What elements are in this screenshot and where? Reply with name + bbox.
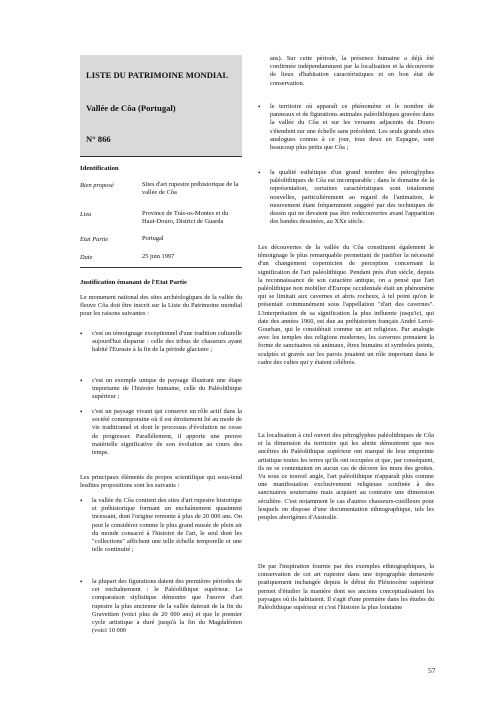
id-value-property: Sites d'art rupestre préhistorique de la vallée de Côa [142, 181, 239, 197]
justification-bullet: c'est un exemple unique de paysage illustrant une étape importante de l'histoire humaine, celle du Paléolithique supérieur ; [92, 377, 242, 401]
justification-intro: Le monument national des sites archéologiques de la vallée du fleuve Côa doit être inscrit sur la Liste du Patrimoine mondial pour les raisons suivantes : [80, 294, 242, 318]
bullet-icon: • [80, 377, 83, 385]
list-title: LISTE DU PATRIMOINE MONDIAL [86, 70, 229, 80]
identification-heading: Identification [80, 165, 119, 172]
site-number: N° 866 [86, 134, 111, 144]
bullet-icon: • [80, 578, 83, 586]
id-label-date: Date [80, 254, 93, 261]
bullet-icon: • [80, 408, 83, 416]
page-number: 57 [428, 666, 436, 675]
divider [80, 267, 242, 268]
bullet-icon: • [80, 330, 83, 338]
id-value-location: Province de Trás-os-Montes et du Haut-Douro, District de Guarda [142, 210, 229, 226]
id-value-date: 25 juin 1997 [142, 253, 175, 260]
continued-text: ans). Sur cette période, la présence humaine a déjà été confirmée indépendamment par la localisation et la découverte de lieux d'habitation caractéristiques et en bon état de conservation. [270, 55, 434, 87]
title-box [80, 55, 242, 157]
justification-heading: Justification émanant de l'Etat Partie [80, 279, 187, 286]
paragraph: De par l'inspiration fournie par des exemples ethnographiques, la conservation de cet art rupestre dans une topographie demeurée pratiquement inchangée depuis le début du Pléistocène supérieur permet d'étudier la manière dont ses anciens conceptualisaient les paysages où ils habitaient. Il s'agit d'une première dans les études du Paléolithique supérieur et c'est l'histoire la plus lointaine [258, 563, 434, 612]
justification-bullet: la vallée du Côa contient des sites d'art rupestre historique et préhistorique formant un enchaînement quasiment incessant, dont l'origine remonte à plus de 20 000 ans. On peut le considérer comme le plus grand musée de plein air du monde consacré à l'histoire de l'art, le seul dont les "collections" affichent une telle échelle temporelle et une telle continuité ; [92, 497, 242, 554]
divider [80, 156, 242, 157]
right-bullet: la qualité esthétique d'un grand nombre des pétroglyphes paléolithiques de Côa est incomparable ; dans le domaine de la représentation, certaines caractéristiques sont totalement nouvelles, particulièrement au regard de l'animation, le mouvement étant fréquemment suggéré par des techniques de dessin qui ne devaient pas être redécouvertes avant l'apparition des bandes dessinées, au XXe siècle. [270, 169, 434, 226]
id-label-property: Bien proposé [80, 182, 114, 189]
justification-bullet: la plupart des figurations datent des premières périodes de cet enchaînement : le Paléolithique supérieur. La comparaison stylistique démontre que l'œuvre d'art rupestre la plus ancienne de la vallée daterait de la fin du Gravettien (voici plus de 20 000 ans) et que le premier cycle artistique a duré jusqu'à la fin du Magdalénien (voici 10 000 [92, 578, 242, 635]
bullet-icon: • [258, 103, 261, 111]
bullet-icon: • [80, 497, 83, 505]
paragraph: La localisation à ciel ouvert des pétroglyphes paléolithiques de Côa et la dimension du territoire qui les abrite démontrent que nos ancêtres du Paléolithique supérieur ont marqué de leur empreinte artistique toutes les terres qu'ils ont occupées et que, par conséquent, ils ne se contentaient en aucun cas de décorer les murs des grottes. Vu sous ce nouvel angle, l'art paléolithique n'apparaît plus comme une manifestation exclusivement religieuse confinée à des sanctuaires souterrains mais acquiert au contraire une dimension séculière. C'est notamment le cas d'autres chasseurs-cueilleurs pour lesquels on dispose d'une documentation ethnographique, tels les peuples aborigènes d'Australie. [258, 432, 434, 522]
right-bullet: le territoire où apparaît ce phénomène et le nombre de panneaux et de figurations animales paléolithiques gravées dans la vallée du Côa et sur les versants adjacents du Douro s'étendent sur une échelle sans précédent. Les seuls grands sites analogues connus à ce jour, tous deux en Espagne, sont beaucoup plus petits que Côa ; [270, 103, 434, 152]
bullet-icon: • [258, 169, 261, 177]
id-value-state: Portugal [142, 235, 164, 242]
justification-bullet: c'est un paysage vivant qui conserve un rôle actif dans la société contemporaine où il est étroitement lié au mode de vie traditionnel et dont le processus d'évolution ne cesse de progresser. Parallèlement, il apporte une preuve matérielle significative de son évolution au cours des temps. [92, 408, 242, 457]
site-title: Vallée de Côa (Portugal) [86, 103, 176, 113]
justification-bullet: c'est un témoignage exceptionnel d'une tradition culturelle aujourd'hui disparue : celle des tribus de chasseurs ayant habité l'Eurasie à la fin de la période glaciaire ; [92, 330, 242, 354]
justification-intro-2: Les principaux éléments du propos scientifique qui sous-tend lesdites propositions sont les suivants : [80, 474, 242, 490]
paragraph: Les découvertes de la vallée du Côa constituent également le témoignage le plus remarquable permettant de justifier la nécessité d'un changement copernicien de perception concernant la signification de l'art paléolithique. Pendant près d'un siècle, depuis la reconnaissance de son caractère antique, on a pensé que l'art paléolithique non mobilier d'Europe occidentale était un phénomène qui se limitait aux cavernes et abris rocheux, à tel point qu'on le présentait communément sous l'appellation "d'art des cavernes". L'interprétation de sa signification la plus influente jusqu'ici, qui date des années 1960, est due au préhistorien français André Leroi-Gourhan, qui le considérait comme un art religieux. Par analogie avec les temples des religions modernes, les cavernes prenaient la forme de sanctuaires où animaux, êtres humains et symboles peints, sculptés et gravés sur les parois jouaient un rôle important dans le cadre des cultes qui y étaient célébrés. [258, 244, 434, 366]
id-label-location: Lieu [80, 211, 92, 218]
id-label-state: Etat Partie [80, 236, 109, 243]
